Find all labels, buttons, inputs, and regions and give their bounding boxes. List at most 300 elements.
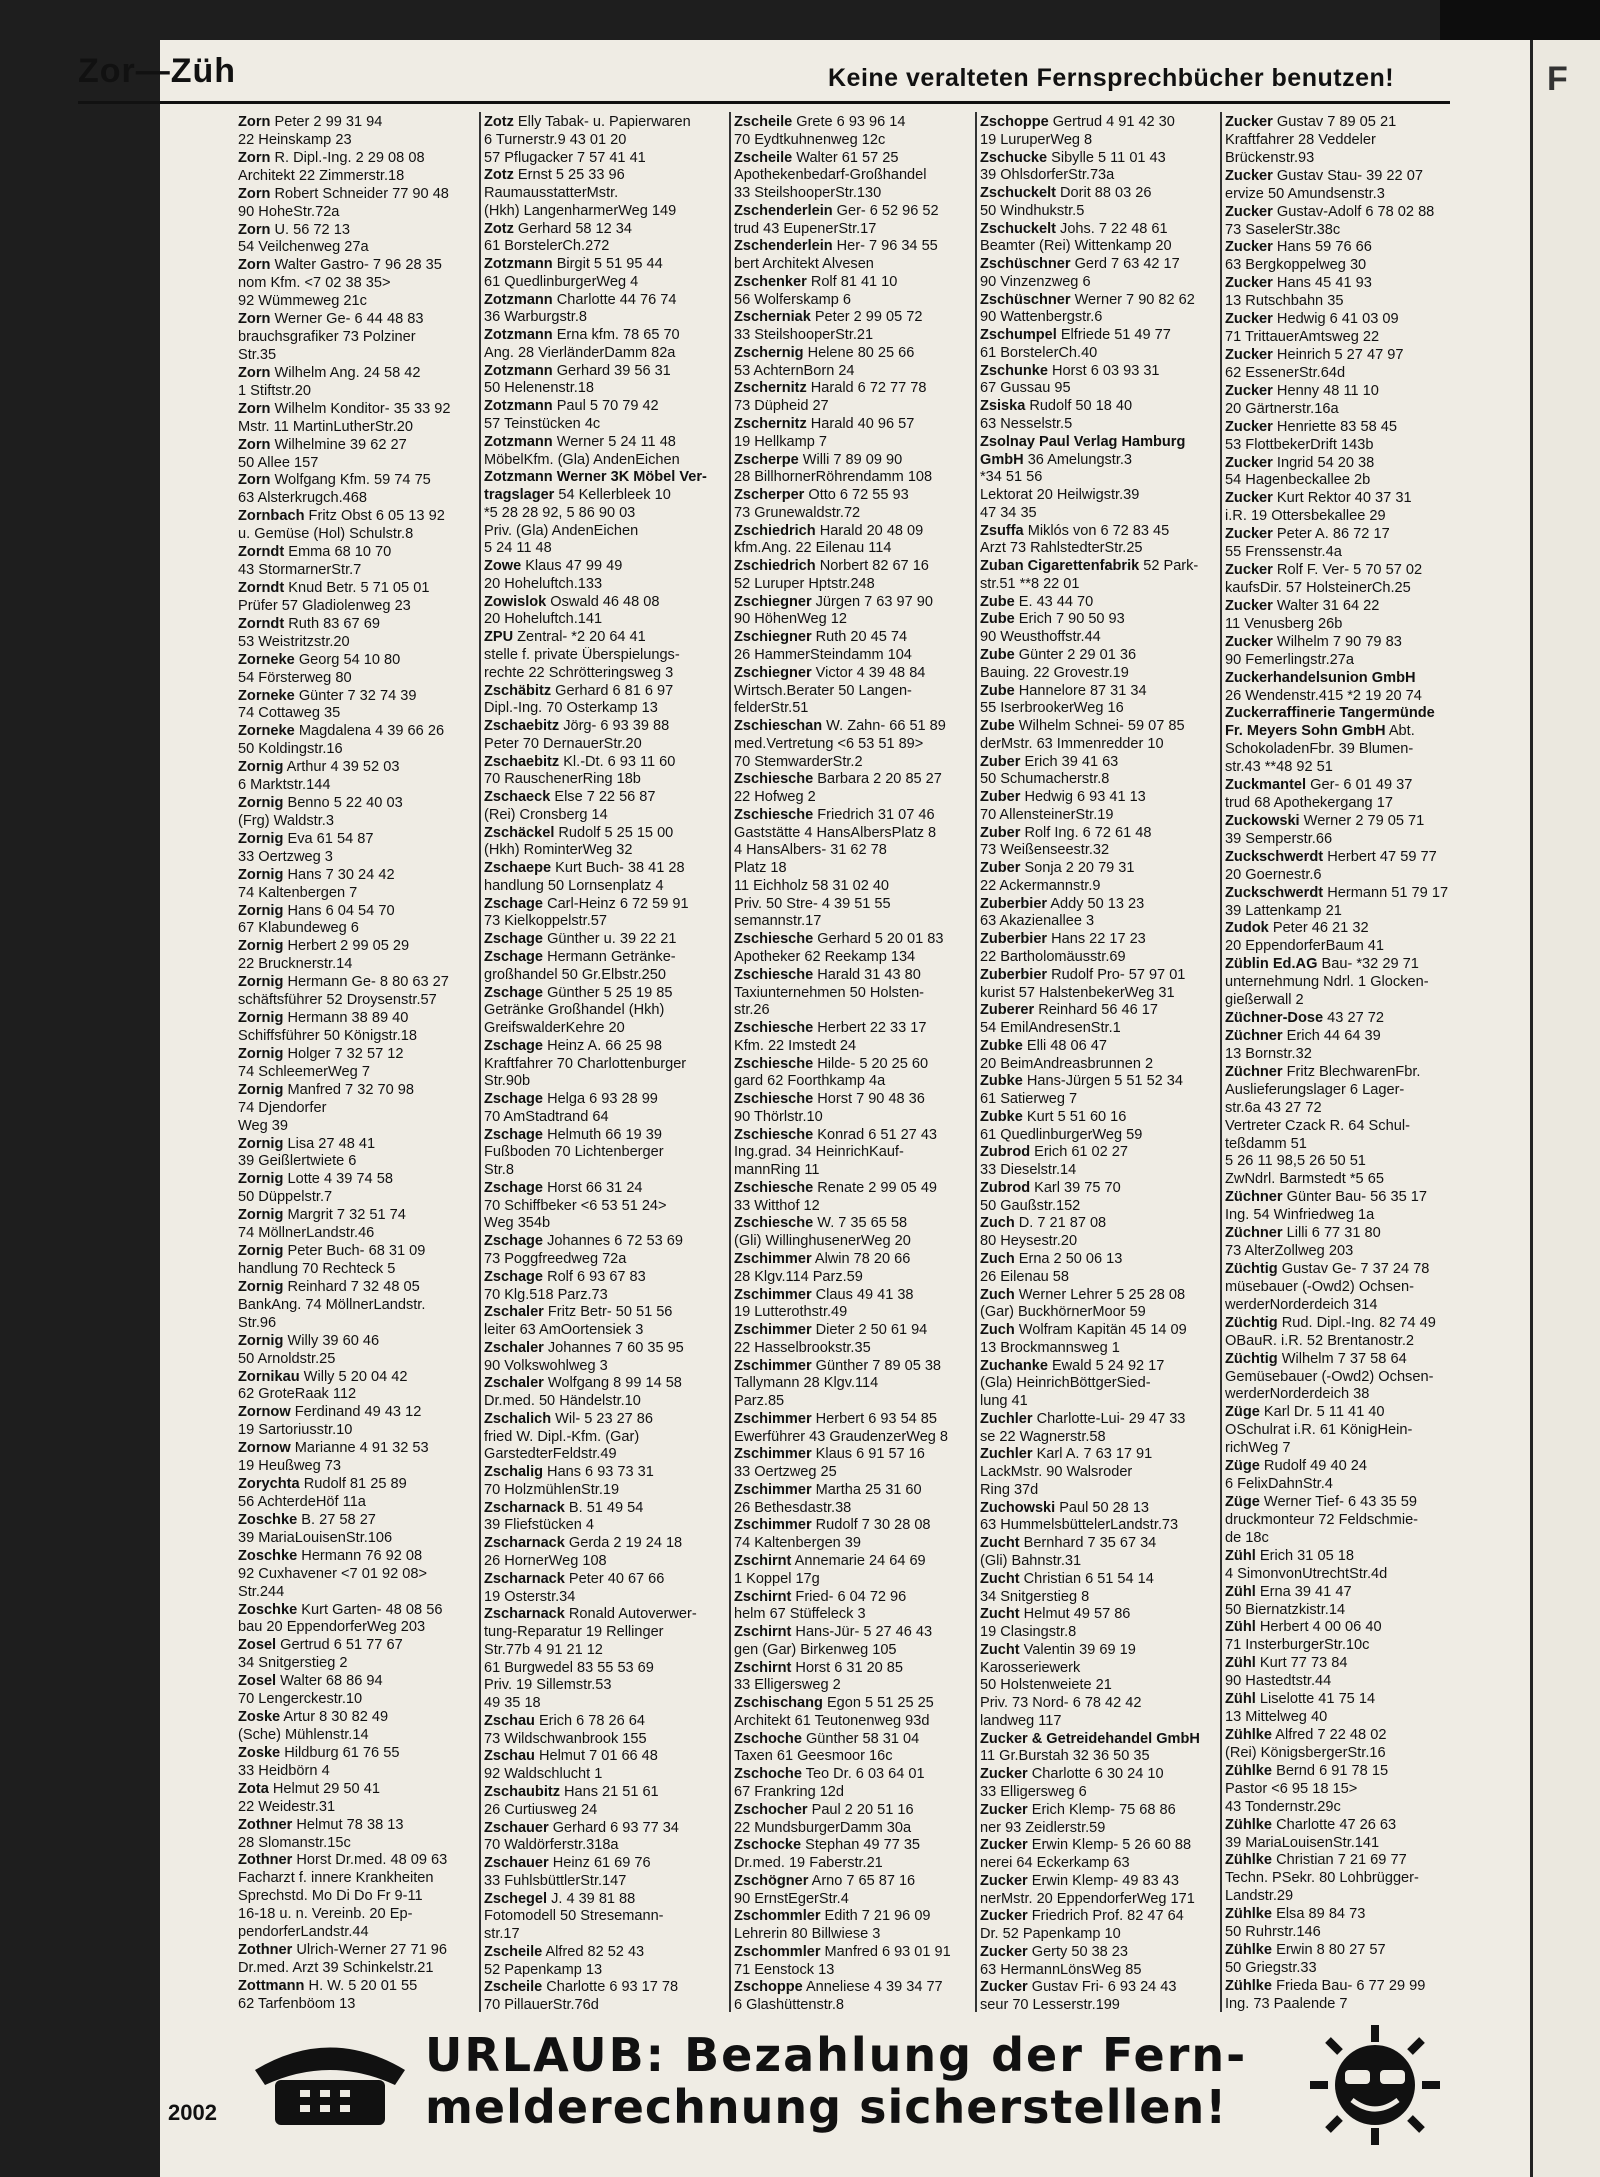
directory-entry-line: Zschocher Paul 2 20 51 16: [734, 1801, 914, 1818]
directory-column: [1225, 114, 1465, 2014]
directory-entry-line: 33 SteilshooperStr.130: [734, 185, 882, 202]
directory-entry-line: Zornow Marianne 4 91 32 53: [238, 1440, 429, 1457]
directory-entry-line: Zubrod Erich 61 02 27: [980, 1144, 1128, 1161]
directory-entry-line: bert Architekt Alvesen: [734, 256, 874, 273]
directory-entry-line: Facharzt f. innere Krankheiten: [238, 1870, 434, 1887]
directory-entry-line: Dr.med. 19 Faberstr.21: [734, 1855, 883, 1872]
directory-entry-line: 57 Pflugacker 7 57 41 41: [484, 149, 646, 166]
directory-entry-line: GmbH 36 Amelungstr.3: [980, 451, 1133, 468]
directory-entry-line: Zudok Peter 46 21 32: [1225, 920, 1369, 937]
directory-entry-line: Zühlke Elsa 89 84 73: [1225, 1906, 1366, 1923]
directory-entry-line: Ewerführer 43 GraudenzerWeg 8: [734, 1428, 949, 1445]
directory-entry-line: Zschucke Sibylle 5 11 01 43: [980, 149, 1166, 166]
directory-entry-line: Zschiesche Konrad 6 51 27 43: [734, 1126, 937, 1143]
directory-entry-line: 22 Weidestr.31: [238, 1798, 336, 1815]
directory-entry-line: Zschiedrich Harald 20 48 09: [734, 522, 924, 539]
directory-entry-line: 13 Mittelweg 40: [1225, 1709, 1328, 1726]
directory-entry-line: Zucker Walter 31 64 22: [1225, 597, 1380, 614]
directory-entry-line: 50 Allee 157: [238, 454, 319, 471]
directory-entry-line: 19 Sartoriusstr.10: [238, 1422, 353, 1439]
directory-entry-line: 70 PillauerStr.76d: [484, 1997, 599, 2014]
directory-entry-line: Zschiesche Harald 31 43 80: [734, 966, 921, 983]
directory-column: [238, 114, 478, 2014]
directory-entry-line: Zuchowski Paul 50 28 13: [980, 1499, 1149, 1516]
directory-entry-line: Zowislok Oswald 46 48 08: [484, 593, 660, 610]
directory-entry-line: stelle f. private Überspielungs-: [484, 646, 680, 663]
directory-entry-line: richWeg 7: [1225, 1440, 1291, 1457]
directory-entry-line: Zotzmann Werner 3K Möbel Ver-: [484, 469, 707, 486]
directory-entry-line: Zucker Erich Klemp- 75 68 86: [980, 1801, 1176, 1818]
directory-entry-line: 63 HummelsbüttelerLandstr.73: [980, 1517, 1179, 1534]
page-range-title: Zor—Züh: [78, 52, 237, 90]
directory-entry-line: Fr. Meyers Sohn GmbH Abt.: [1225, 723, 1415, 740]
directory-entry-line: Pastor <6 95 18 15>: [1225, 1780, 1358, 1797]
directory-entry-line: Taxen 61 Geesmoor 16c: [734, 1748, 893, 1765]
directory-entry-line: 28 Slomanstr.15c: [238, 1834, 351, 1851]
directory-entry-line: 53 FlottbekerDrift 143b: [1225, 436, 1374, 453]
directory-entry-line: ervize 50 Amundsenstr.3: [1225, 185, 1385, 202]
directory-entry-line: trud 43 EupenerStr.17: [734, 220, 877, 237]
directory-entry-line: Zschaeck Else 7 22 56 87: [484, 789, 656, 806]
directory-entry-line: 47 34 35: [980, 504, 1037, 521]
directory-entry-line: Ang. 28 VierländerDamm 82a: [484, 344, 676, 361]
directory-entry-line: 50 Helenenstr.18: [484, 380, 594, 397]
directory-entry-line: Zschau Helmut 7 01 66 48: [484, 1748, 658, 1765]
directory-entry-line: (Gar) BuckhörnerMoor 59: [980, 1304, 1146, 1321]
directory-entry-line: Zuber Hedwig 6 93 41 13: [980, 789, 1146, 806]
directory-entry-line: Dr.med. Arzt 39 Schinkelstr.21: [238, 1959, 434, 1976]
directory-entry-line: 70 AllensteinerStr.19: [980, 806, 1114, 823]
directory-entry-line: Getränke Großhandel (Hkh): [484, 1002, 665, 1019]
directory-entry-line: 53 Weistritzstr.20: [238, 633, 350, 650]
directory-entry-line: Zschimmer Dieter 2 50 61 94: [734, 1322, 928, 1339]
directory-entry-line: Zschaebitz Kl.-Dt. 6 93 11 60: [484, 753, 676, 770]
banner-line-2: melderechnung sicherstellen!: [425, 2080, 1228, 2134]
directory-entry-line: 50 Biernatzkistr.14: [1225, 1601, 1346, 1618]
directory-entry-line: 6 Glashüttenstr.8: [734, 1997, 844, 2014]
directory-entry-line: Zoschke B. 27 58 27: [238, 1511, 376, 1528]
directory-entry-line: Zsuffa Miklós von 6 72 83 45: [980, 522, 1170, 539]
directory-entry-line: de 18c: [1225, 1529, 1269, 1546]
directory-entry-line: 13 Rutschbahn 35: [1225, 293, 1344, 310]
directory-entry-line: Züchner Fritz BlechwarenFbr.: [1225, 1063, 1421, 1080]
directory-entry-line: Zornig Benno 5 22 40 03: [238, 795, 403, 812]
directory-entry-line: 55 Frenssenstr.4a: [1225, 544, 1342, 561]
directory-entry-line: 62 EssenerStr.64d: [1225, 364, 1346, 381]
directory-entry-line: 67 Klabundeweg 6: [238, 920, 359, 937]
directory-entry-line: 63 HermannLönsWeg 85: [980, 1961, 1142, 1978]
directory-entry-line: (Hkh) RominterWeg 32: [484, 842, 633, 859]
directory-entry-line: Str.77b 4 91 21 12: [484, 1641, 603, 1658]
directory-entry-line: 39 OhlsdorferStr.73a: [980, 167, 1115, 184]
directory-entry-line: Zucker & Getreidehandel GmbH: [980, 1730, 1200, 1747]
header-notice: Keine veralteten Fernsprechbücher benutzen!: [828, 64, 1395, 92]
directory-entry-line: Zucker Hedwig 6 41 03 09: [1225, 311, 1399, 328]
directory-entry-line: 73 AlterZollweg 203: [1225, 1243, 1354, 1260]
directory-entry-line: 11 Venusberg 26b: [1225, 615, 1343, 632]
directory-entry-line: Zschage Hermann Getränke-: [484, 948, 676, 965]
directory-entry-line: Zschauer Heinz 61 69 76: [484, 1855, 651, 1872]
directory-entry-line: Priv. 50 Stre- 4 39 51 55: [734, 895, 891, 912]
directory-column: [484, 114, 724, 2015]
directory-entry-line: Zschage Horst 66 31 24: [484, 1179, 643, 1196]
directory-entry-line: Ing.grad. 34 HeinrichKauf-: [734, 1144, 904, 1161]
directory-entry-line: Fotomodell 50 Stresemann-: [484, 1908, 664, 1925]
directory-entry-line: Zucker Hans 59 76 66: [1225, 239, 1372, 256]
directory-entry-line: 73 Düpheid 27: [734, 398, 829, 415]
directory-entry-line: 19 Osterstr.34: [484, 1588, 576, 1605]
page-number: 2002: [168, 2100, 217, 2125]
directory-entry-line: Zschernig Helene 80 25 66: [734, 344, 915, 361]
directory-entry-line: Zotzmann Gerhard 39 56 31: [484, 362, 671, 379]
directory-entry-line: Zschimmer Klaus 6 91 57 16: [734, 1446, 925, 1463]
directory-entry-line: Priv. (Gla) AndenEichen: [484, 522, 639, 539]
directory-entry-line: Zschiesche Herbert 22 33 17: [734, 1020, 927, 1037]
directory-entry-line: 55 IserbrookerWeg 16: [980, 700, 1124, 717]
directory-entry-line: 56 AchterdeHöf 11a: [238, 1493, 366, 1510]
directory-entry-line: Zschimmer Alwin 78 20 66: [734, 1251, 911, 1267]
directory-entry-line: Zotzmann Charlotte 44 76 74: [484, 291, 677, 308]
directory-entry-line: 33 Elligersweg 2: [734, 1677, 841, 1694]
directory-entry-line: 61 BorstelerCh.272: [484, 238, 610, 255]
directory-entry-line: Zotz Elly Tabak- u. Papierwaren: [484, 114, 691, 130]
directory-entry-line: Züblin Ed.AG Bau- *32 29 71: [1225, 956, 1419, 973]
directory-entry-line: Zuberbier Hans 22 17 23: [980, 931, 1146, 948]
next-page-header: F: [1547, 60, 1568, 98]
binding-shadow: [1440, 0, 1600, 40]
directory-entry-line: Zornig Eva 61 54 87: [238, 830, 374, 847]
directory-entry-line: Zornig Willy 39 60 46: [238, 1332, 380, 1349]
directory-entry-line: Zschage Helga 6 93 28 99: [484, 1091, 658, 1108]
directory-entry-line: Prüfer 57 Gladiolenweg 23: [238, 597, 411, 614]
directory-entry-line: Zube Günter 2 29 01 36: [980, 646, 1137, 663]
directory-entry-line: Züchtig Wilhelm 7 37 58 64: [1225, 1350, 1407, 1367]
directory-entry-line: 74 Kaltenbergen 7: [238, 884, 358, 901]
directory-entry-line: 26 Bethesdastr.38: [734, 1499, 852, 1516]
directory-entry-line: Züge Rudolf 49 40 24: [1225, 1458, 1367, 1475]
directory-entry-line: 50 Ruhrstr.146: [1225, 1924, 1321, 1941]
directory-entry-line: Zühlke Christian 7 21 69 77: [1225, 1852, 1407, 1869]
directory-entry-line: Zotz Gerhard 58 12 34: [484, 220, 632, 237]
directory-entry-line: Zotzmann Birgit 5 51 95 44: [484, 256, 663, 273]
directory-entry-line: 53 AchternBorn 24: [734, 362, 855, 379]
directory-entry-line: Zorndt Knud Betr. 5 71 05 01: [238, 579, 430, 596]
directory-entry-line: 92 Wümmeweg 21c: [238, 293, 367, 310]
directory-entry-line: (Gla) HeinrichBöttgerSied-: [980, 1375, 1151, 1392]
directory-entry-line: Zucker Ingrid 54 20 38: [1225, 454, 1375, 471]
directory-entry-line: 39 MariaLouisenStr.141: [1225, 1834, 1380, 1851]
directory-entry-line: Zornig Herbert 2 99 05 29: [238, 938, 410, 955]
directory-entry-line: str.6a 43 27 72: [1225, 1099, 1322, 1116]
directory-entry-line: Zschiedrich Norbert 82 67 16: [734, 558, 929, 575]
directory-entry-line: Vertreter Czack R. 64 Schul-: [1225, 1117, 1410, 1134]
directory-entry-line: 52 Luruper Hptstr.248: [734, 575, 875, 592]
directory-entry-line: 11 Gr.Burstah 32 36 50 35: [980, 1748, 1150, 1765]
directory-entry-line: 50 Arnoldstr.25: [238, 1350, 336, 1367]
directory-entry-line: Architekt 61 Teutonenweg 93d: [734, 1712, 930, 1729]
directory-entry-line: 22 Ackermannstr.9: [980, 877, 1101, 894]
directory-entry-line: str.43 **48 92 51: [1225, 759, 1333, 776]
directory-entry-line: Zothner Ulrich-Werner 27 71 96: [238, 1942, 447, 1959]
directory-entry-line: Zornig Reinhard 7 32 48 05: [238, 1278, 420, 1295]
directory-entry-line: 22 MundsburgerDamm 30a: [734, 1819, 912, 1836]
directory-entry-line: Zschiesche Friedrich 31 07 46: [734, 806, 935, 823]
directory-entry-line: Zschimmer Herbert 6 93 54 85: [734, 1410, 937, 1427]
directory-entry-line: Ing. 54 Winfriedweg 1a: [1225, 1207, 1375, 1224]
directory-entry-line: 67 Gussau 95: [980, 380, 1071, 397]
directory-entry-line: 50 Holstenweiete 21: [980, 1677, 1112, 1694]
directory-entry-line: nerei 64 Eckerkamp 63: [980, 1855, 1130, 1872]
directory-entry-line: str.26: [734, 1002, 770, 1019]
banner-line-1: URLAUB: Bezahlung der Fern-: [425, 2028, 1248, 2082]
directory-entry-line: 54 Hagenbeckallee 2b: [1225, 472, 1371, 489]
directory-entry-line: 90 Thörlstr.10: [734, 1108, 823, 1125]
directory-entry-line: Züchner-Dose 43 27 72: [1225, 1010, 1384, 1027]
directory-entry-line: Zscharnack Ronald Autoverwer-: [484, 1606, 697, 1623]
directory-entry-line: Zschaler Fritz Betr- 50 51 56: [484, 1304, 673, 1321]
directory-entry-line: Zühl Erna 39 41 47: [1225, 1583, 1352, 1600]
directory-entry-line: 70 Schiffbeker <6 53 51 24>: [484, 1197, 667, 1214]
directory-entry-line: Zscharnack Peter 40 67 66: [484, 1570, 665, 1587]
directory-entry-line: Zschiesche Gerhard 5 20 01 83: [734, 931, 944, 948]
directory-entry-line: Zucker Erwin Klemp- 49 83 43: [980, 1872, 1179, 1889]
directory-entry-line: pendorferLandstr.44: [238, 1924, 369, 1941]
directory-entry-line: 90 Hastedtstr.44: [1225, 1673, 1332, 1690]
directory-entry-line: Zschiegner Jürgen 7 63 97 90: [734, 593, 933, 610]
directory-entry-line: handlung 50 Lornsenplatz 4: [484, 877, 664, 894]
directory-entry-line: Zuchanke Ewald 5 24 92 17: [980, 1357, 1165, 1374]
directory-entry-line: gen (Gar) Birkenweg 105: [734, 1641, 897, 1658]
directory-entry-line: Zschäbitz Gerhard 6 81 6 97: [484, 682, 674, 699]
directory-entry-line: Zschoche Teo Dr. 6 03 64 01: [734, 1766, 925, 1783]
directory-entry-line: Taxiunternehmen 50 Holsten-: [734, 984, 925, 1001]
header-rule: [78, 101, 1450, 104]
directory-entry-line: Zschommler Edith 7 21 96 09: [734, 1908, 931, 1925]
directory-entry-line: 80 Heysestr.20: [980, 1233, 1078, 1250]
directory-entry-line: Zschau Erich 6 78 26 64: [484, 1712, 645, 1729]
directory-entry-line: 73 Wildschwanbrook 155: [484, 1730, 647, 1747]
directory-entry-line: Zucker Gustav Fri- 6 93 24 43: [980, 1979, 1177, 1996]
directory-entry-line: 19 Lutterothstr.49: [734, 1304, 848, 1321]
vacation-notice-banner: [240, 2028, 1470, 2138]
directory-entry-line: 61 BorstelerCh.40: [980, 344, 1098, 361]
directory-entry-line: seur 70 Lesserstr.199: [980, 1997, 1120, 2014]
directory-entry-line: Zuberbier Rudolf Pro- 57 97 01: [980, 966, 1186, 983]
directory-entry-line: 22 Heinskamp 23: [238, 131, 352, 148]
directory-entry-line: Zühlke Alfred 7 22 48 02: [1225, 1726, 1387, 1743]
directory-entry-line: Zscherniak Peter 2 99 05 72: [734, 309, 923, 326]
directory-entry-line: 19 Hellkamp 7: [734, 433, 827, 450]
directory-entry-line: 74 SchleemerWeg 7: [238, 1063, 370, 1080]
directory-entry-line: trud 68 Apothekergang 17: [1225, 795, 1393, 812]
directory-entry-line: Züchner Lilli 6 77 31 80: [1225, 1225, 1381, 1242]
directory-entry-line: (Frg) Waldstr.3: [238, 812, 334, 829]
directory-entry-line: 74 Djendorfer: [238, 1099, 327, 1116]
directory-entry-line: Zschieschan W. Zahn- 66 51 89: [734, 718, 946, 735]
directory-entry-line: Zuber Sonja 2 20 79 31: [980, 860, 1135, 877]
directory-entry-line: Zschiesche Barbara 2 20 85 27: [734, 771, 942, 788]
directory-entry-line: Züchner Günter Bau- 56 35 17: [1225, 1189, 1427, 1206]
directory-entry-line: Zosel Walter 68 86 94: [238, 1673, 383, 1690]
directory-entry-line: GreifswalderKehre 20: [484, 1020, 625, 1037]
directory-entry-line: Zothner Helmut 78 38 13: [238, 1816, 404, 1833]
directory-entry-line: u. Gemüse (Hol) Schulstr.8: [238, 526, 414, 543]
directory-entry-line: Bauing. 22 Grovestr.19: [980, 664, 1129, 681]
directory-entry-line: Wirtsch.Berater 50 Langen-: [734, 682, 912, 699]
directory-entry-line: Zschage Heinz A. 66 25 98: [484, 1037, 662, 1054]
directory-entry-line: 49 35 18: [484, 1695, 541, 1712]
directory-entry-line: 33 FuhlsbüttlerStr.147: [484, 1872, 627, 1889]
directory-entry-line: werderNorderdeich 38: [1225, 1386, 1370, 1403]
directory-entry-line: 62 GroteRaak 112: [238, 1386, 357, 1403]
directory-entry-line: Zosel Gertrud 6 51 77 67: [238, 1637, 403, 1654]
directory-entry-line: Zühlke Erwin 8 80 27 57: [1225, 1942, 1386, 1959]
directory-entry-line: Zorn Werner Ge- 6 44 48 83: [238, 311, 424, 328]
directory-entry-line: Zschüschner Gerd 7 63 42 17: [980, 256, 1180, 273]
directory-entry-line: Lehrerin 80 Billwiese 3: [734, 1926, 881, 1943]
directory-entry-line: 26 HornerWeg 108: [484, 1553, 607, 1570]
directory-entry-line: 19 Heußweg 73: [238, 1458, 342, 1475]
directory-entry-line: Zornikau Willy 5 20 04 42: [238, 1368, 408, 1385]
directory-entry-line: Kraftfahrer 70 Charlottenburger: [484, 1055, 687, 1072]
directory-entry-line: Zsolnay Paul Verlag Hamburg: [980, 433, 1186, 450]
directory-entry-line: Zucker Erwin Klemp- 5 26 60 88: [980, 1837, 1192, 1854]
directory-entry-line: Zucker Rolf F. Ver- 5 70 57 02: [1225, 562, 1423, 579]
directory-entry-line: 71 TrittauerAmtsweg 22: [1225, 329, 1380, 346]
directory-entry-line: Zschimmer Günther 7 89 05 38: [734, 1357, 942, 1374]
directory-entry-line: Zorndt Emma 68 10 70: [238, 544, 392, 561]
directory-entry-line: Zschuckelt Dorit 88 03 26: [980, 185, 1152, 202]
directory-entry-line: Zsiska Rudolf 50 18 40: [980, 398, 1133, 415]
directory-entry-line: 73 Kielkoppelstr.57: [484, 913, 607, 930]
directory-entry-line: Zucker Henriette 83 58 45: [1225, 418, 1397, 435]
directory-entry-line: Zornig Arthur 4 39 52 03: [238, 759, 400, 776]
directory-entry-line: 39 Semperstr.66: [1225, 830, 1333, 847]
directory-entry-line: Züchtig Gustav Ge- 7 37 24 78: [1225, 1261, 1430, 1277]
directory-entry-line: Zube Erich 7 90 50 93: [980, 611, 1125, 628]
directory-entry-line: gießerwall 2: [1225, 992, 1304, 1009]
directory-entry-line: semannstr.17: [734, 913, 822, 930]
adjacent-page-edge: [1530, 40, 1600, 2177]
directory-entry-line: Zornig Holger 7 32 57 12: [238, 1045, 404, 1062]
directory-entry-line: Zscheile Grete 6 93 96 14: [734, 114, 906, 130]
directory-entry-line: Zubke Hans-Jürgen 5 51 52 34: [980, 1073, 1183, 1090]
directory-entry-line: Zschischang Egon 5 51 25 25: [734, 1695, 934, 1712]
directory-entry-line: helm 67 Stüffeleck 3: [734, 1606, 866, 1623]
directory-entry-line: Zucht Bernhard 7 35 67 34: [980, 1535, 1157, 1552]
directory-entry-line: Zuch Wolfram Kapitän 45 14 09: [980, 1322, 1187, 1339]
directory-entry-line: Zorn Wilhelmine 39 62 27: [238, 436, 407, 453]
directory-entry-line: Zscheile Charlotte 6 93 17 78: [484, 1979, 679, 1996]
directory-entry-line: 6 Marktstr.144: [238, 777, 331, 794]
directory-entry-line: Zscherpe Willi 7 89 09 90: [734, 451, 903, 468]
directory-entry-line: 50 Düppelstr.7: [238, 1189, 333, 1206]
directory-entry-line: unternehmung Ndrl. 1 Glocken-: [1225, 974, 1429, 991]
directory-entry-line: 57 Teinstücken 4c: [484, 416, 601, 433]
directory-entry-line: Zschiesche Horst 7 90 48 36: [734, 1091, 925, 1108]
directory-entry-line: 4 HansAlbers- 31 62 78: [734, 842, 887, 859]
directory-entry-line: 54 EmilAndresenStr.1: [980, 1020, 1121, 1037]
directory-entry-line: Zornig Peter Buch- 68 31 09: [238, 1243, 426, 1260]
directory-entry-line: Zschüschner Werner 7 90 82 62: [980, 291, 1195, 308]
directory-entry-line: Tallymann 28 Klgv.114: [734, 1375, 879, 1392]
directory-entry-line: Zorn Wolfgang Kfm. 59 74 75: [238, 472, 431, 489]
directory-entry-line: mannRing 11: [734, 1162, 820, 1179]
directory-entry-line: (Rei) Cronsberg 14: [484, 806, 608, 823]
directory-entry-line: Str.90b: [484, 1073, 531, 1090]
directory-entry-line: Landstr.29: [1225, 1888, 1294, 1905]
directory-entry-line: Zühl Liselotte 41 75 14: [1225, 1691, 1376, 1708]
directory-entry-line: 22 Bartholomäusstr.69: [980, 948, 1126, 965]
directory-column: [734, 114, 974, 2015]
directory-entry-line: 33 SteilshooperStr.21: [734, 327, 874, 344]
directory-entry-line: Zucker Henny 48 11 10: [1225, 382, 1379, 399]
directory-entry-line: Arzt 73 RahlstedterStr.25: [980, 540, 1143, 557]
directory-entry-line: 50 Koldingstr.16: [238, 741, 343, 758]
directory-entry-line: Fußboden 70 Lichtenberger: [484, 1144, 664, 1161]
directory-entry-line: 74 Cottaweg 35: [238, 705, 341, 722]
directory-entry-line: Zucker Gustav-Adolf 6 78 02 88: [1225, 203, 1435, 220]
directory-entry-line: Züchtig Rud. Dipl.-Ing. 82 74 49: [1225, 1314, 1436, 1331]
directory-entry-line: 34 Snitgerstieg 8: [980, 1588, 1090, 1605]
directory-entry-line: 20 Hoheluftch.133: [484, 575, 603, 592]
directory-entry-line: Zschage Günther 5 25 19 85: [484, 984, 673, 1001]
directory-entry-line: 70 AmStadtrand 64: [484, 1108, 609, 1125]
directory-entry-line: Zuckmantel Ger- 6 01 49 37: [1225, 777, 1413, 794]
directory-entry-line: 4 SimonvonUtrechtStr.4d: [1225, 1565, 1388, 1582]
directory-entry-line: 33 Oertzweg 3: [238, 848, 333, 865]
directory-entry-line: Zoschke Kurt Garten- 48 08 56: [238, 1601, 443, 1618]
directory-entry-line: tung-Reparatur 19 Rellinger: [484, 1624, 664, 1641]
directory-entry-line: bau 20 EppendorferWeg 203: [238, 1619, 426, 1636]
directory-entry-line: Mstr. 11 MartinLutherStr.20: [238, 418, 413, 435]
directory-entry-line: Zuban Cigarettenfabrik 52 Park-: [980, 558, 1199, 575]
directory-entry-line: Zorn Robert Schneider 77 90 48: [238, 185, 449, 202]
directory-entry-line: Zschaepe Kurt Buch- 38 41 28: [484, 860, 685, 877]
column-divider: [975, 112, 977, 2012]
directory-entry-line: i.R. 19 Ottersbekallee 29: [1225, 508, 1386, 525]
directory-entry-line: 63 Akazienallee 3: [980, 913, 1095, 930]
directory-entry-line: Zschirnt Hans-Jür- 5 27 46 43: [734, 1624, 933, 1641]
directory-entry-line: 61 Burgwedel 83 55 53 69: [484, 1659, 654, 1676]
directory-entry-line: Zorn Peter 2 99 31 94: [238, 114, 383, 130]
directory-entry-line: lung 41: [980, 1393, 1028, 1410]
directory-entry-line: Ring 37d: [980, 1481, 1039, 1498]
directory-entry-line: werderNorderdeich 314: [1225, 1296, 1378, 1313]
directory-entry-line: Zschumpel Elfriede 51 49 77: [980, 327, 1171, 344]
directory-entry-line: Zornig Manfred 7 32 70 98: [238, 1081, 415, 1098]
directory-entry-line: Zschimmer Martha 25 31 60: [734, 1481, 922, 1498]
directory-entry-line: Zornbach Fritz Obst 6 05 13 92: [238, 508, 445, 525]
directory-entry-line: BankAng. 74 MöllnerLandstr.: [238, 1296, 426, 1313]
directory-entry-line: Str.35: [238, 346, 277, 363]
directory-entry-line: 90 Femerlingstr.27a: [1225, 651, 1354, 668]
directory-entry-line: Zucker Gustav 7 89 05 21: [1225, 114, 1397, 130]
directory-entry-line: Zuckschwerdt Hermann 51 79 17: [1225, 884, 1449, 901]
directory-entry-line: handlung 70 Rechteck 5: [238, 1261, 396, 1277]
directory-entry-line: Zschirnt Fried- 6 04 72 96: [734, 1588, 907, 1605]
directory-entry-line: 56 Wolferskamp 6: [734, 291, 851, 308]
directory-entry-line: Zucker Peter A. 86 72 17: [1225, 526, 1390, 543]
directory-entry-line: Zornig Lisa 27 48 41: [238, 1135, 376, 1152]
directory-entry-line: 50 Windhukstr.5: [980, 202, 1085, 219]
directory-entry-line: nerMstr. 20 EppendorferWeg 171: [980, 1890, 1195, 1907]
directory-entry-line: Zucker Kurt Rektor 40 37 31: [1225, 490, 1412, 507]
directory-entry-line: 70 Lengerckestr.10: [238, 1691, 363, 1708]
directory-entry-line: Zscharnack B. 51 49 54: [484, 1499, 644, 1516]
directory-entry-line: Str.96: [238, 1314, 277, 1331]
directory-entry-line: Zorndt Ruth 83 67 69: [238, 615, 380, 632]
